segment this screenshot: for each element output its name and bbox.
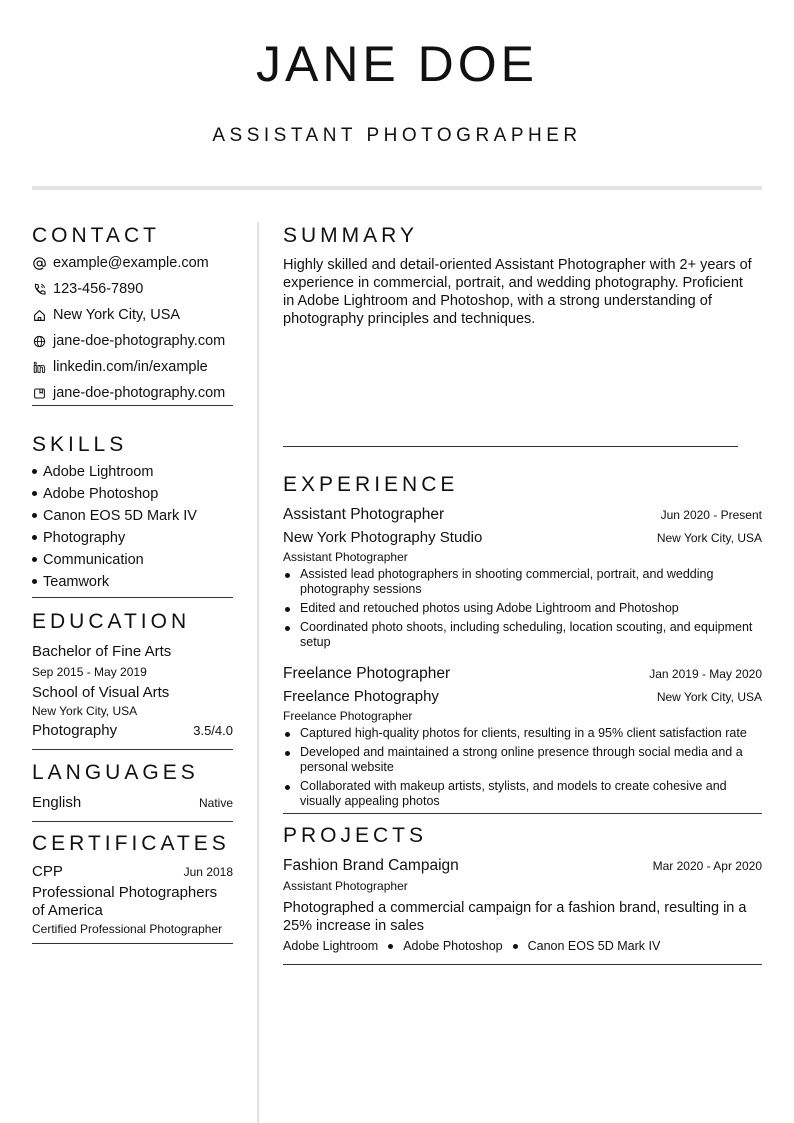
bullet-icon <box>283 567 300 597</box>
job-title: ASSISTANT PHOTOGRAPHER <box>212 125 582 146</box>
bullet-icon <box>32 557 37 562</box>
skill-item: Adobe Photoshop <box>32 483 233 505</box>
language-name: English <box>32 794 82 811</box>
experience-item <box>283 664 762 809</box>
experience-location: New York City, USA <box>656 690 762 704</box>
project-dates: Mar 2020 - Apr 2020 <box>652 859 762 873</box>
experience-subtitle: Assistant Photographer <box>283 550 408 564</box>
right-column <box>283 222 762 965</box>
contact-section <box>32 222 233 406</box>
language-level: Native <box>198 796 233 810</box>
certificate-description: Certified Professional Photographer <box>32 922 223 936</box>
contact-location-text: New York City, USA <box>53 307 181 323</box>
experience-bullet: Developed and maintained a strong online presence through social media and a personal website <box>283 745 762 775</box>
certificate-issuer: Professional Photographers of America <box>32 884 218 919</box>
bullet-icon <box>32 579 37 584</box>
contact-linkedin[interactable] <box>32 358 233 376</box>
home-icon <box>32 308 46 322</box>
contact-portfolio[interactable] <box>32 384 233 402</box>
contact-linkedin-text: linkedin.com/in/example <box>53 359 208 375</box>
experience-bullet: Coordinated photo shoots, including scheduling, location scouting, and equipment setup <box>283 620 762 650</box>
bullet-icon <box>283 745 300 775</box>
experience-bullet: Edited and retouched photos using Adobe Lightroom and Photoshop <box>283 601 762 616</box>
experience-company: Freelance Photography <box>283 688 439 705</box>
phone-icon <box>32 282 46 296</box>
certificate-date: Jun 2018 <box>183 865 233 879</box>
bullet-icon <box>388 944 393 949</box>
skill-item: Communication <box>32 549 233 571</box>
linkedin-icon <box>32 360 46 374</box>
summary-divider <box>283 446 738 447</box>
contact-divider <box>32 405 233 406</box>
bullet-icon <box>32 469 37 474</box>
education-heading: EDUCATION <box>32 610 191 633</box>
contact-website-text: jane-doe-photography.com <box>53 333 226 349</box>
project-role: Assistant Photographer <box>283 879 408 893</box>
projects-section <box>283 822 762 965</box>
bullet-icon <box>32 513 37 518</box>
education-divider <box>32 749 233 750</box>
certificates-divider <box>32 943 233 944</box>
skills-heading: SKILLS <box>32 433 128 456</box>
experience-role: Freelance Photographer <box>283 665 451 682</box>
education-section <box>32 608 233 750</box>
portfolio-icon <box>32 386 46 400</box>
projects-divider <box>283 964 762 965</box>
languages-heading: LANGUAGES <box>32 761 199 784</box>
experience-bullet: Collaborated with makeup artists, stylists, and models to create cohesive and visually appealing photos <box>283 779 762 809</box>
project-description: Photographed a commercial campaign for a fashion brand, resulting in a 25% increase in sales <box>283 900 747 934</box>
education-dates: Sep 2015 - May 2019 <box>32 665 147 679</box>
contact-location <box>32 306 233 324</box>
bullet-icon <box>283 620 300 650</box>
experience-section <box>283 471 762 814</box>
contact-phone[interactable] <box>32 280 233 298</box>
language-item <box>32 793 233 813</box>
contact-email-text: example@example.com <box>53 255 209 271</box>
school-location: New York City, USA <box>32 704 138 718</box>
skill-item: Canon EOS 5D Mark IV <box>32 505 233 527</box>
field-of-study: Photography <box>32 722 118 739</box>
skills-divider <box>32 597 233 598</box>
project-tag: Adobe Photoshop <box>403 939 503 953</box>
header-divider <box>32 186 762 190</box>
experience-heading: EXPERIENCE <box>283 473 459 496</box>
contact-phone-text: 123-456-7890 <box>53 281 144 297</box>
skills-section <box>32 431 233 598</box>
languages-section <box>32 759 233 822</box>
project-tag: Adobe Lightroom <box>283 939 379 953</box>
bullet-icon <box>32 535 37 540</box>
project-tags <box>283 938 762 954</box>
experience-role: Assistant Photographer <box>283 506 445 523</box>
experience-bullet: Captured high-quality photos for clients, resulting in a 95% client satisfaction rate <box>283 726 762 741</box>
degree: Bachelor of Fine Arts <box>32 643 172 660</box>
bullet-icon <box>283 779 300 809</box>
bullet-icon <box>513 944 518 949</box>
experience-divider <box>283 813 762 814</box>
contact-heading: CONTACT <box>32 224 160 247</box>
languages-divider <box>32 821 233 822</box>
contact-email[interactable] <box>32 254 233 272</box>
school-name: School of Visual Arts <box>32 684 170 701</box>
contact-portfolio-text: jane-doe-photography.com <box>53 385 226 401</box>
project-tag: Canon EOS 5D Mark IV <box>527 939 661 953</box>
experience-location: New York City, USA <box>656 531 762 545</box>
skill-item: Adobe Lightroom <box>32 461 233 483</box>
bullet-icon <box>283 726 300 741</box>
experience-company: New York Photography Studio <box>283 529 483 546</box>
contact-website[interactable] <box>32 332 233 350</box>
experience-bullet: Assisted lead photographers in shooting commercial, portrait, and wedding photography sessions <box>283 567 762 597</box>
gpa: 3.5/4.0 <box>193 723 233 738</box>
column-divider <box>257 222 259 1123</box>
at-icon <box>32 256 46 270</box>
skill-item: Teamwork <box>32 571 233 593</box>
summary-heading: SUMMARY <box>283 224 418 247</box>
certificates-heading: CERTIFICATES <box>32 832 230 855</box>
certificate-name: CPP <box>32 863 63 880</box>
bullet-icon <box>283 601 300 616</box>
summary-text: Highly skilled and detail-oriented Assistant Photographer with 2+ years of experience in commercial, portrait, and wedding photography. Proficient in Adobe Lightroom and Photoshop, with a strong understanding of photography principles and techniques. <box>283 257 752 327</box>
experience-dates: Jan 2019 - May 2020 <box>649 667 762 681</box>
projects-heading: PROJECTS <box>283 824 428 847</box>
experience-dates: Jun 2020 - Present <box>660 508 762 522</box>
candidate-name: JANE DOE <box>255 36 539 92</box>
bullet-icon <box>32 491 37 496</box>
globe-icon <box>32 334 46 348</box>
experience-subtitle: Freelance Photographer <box>283 709 413 723</box>
left-column <box>32 222 233 944</box>
experience-item <box>283 505 762 650</box>
summary-section <box>283 222 762 448</box>
skill-item: Photography <box>32 527 233 549</box>
certificates-section <box>32 830 233 944</box>
project-name: Fashion Brand Campaign <box>283 857 459 874</box>
